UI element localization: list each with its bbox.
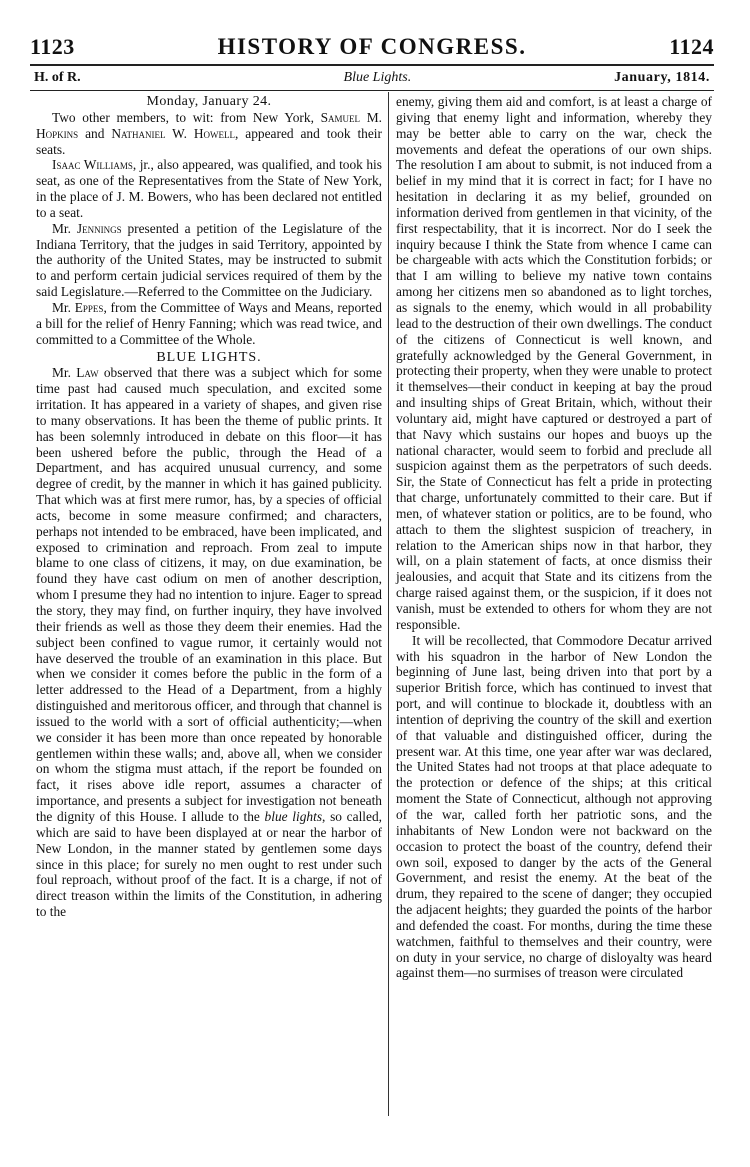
paragraph-new-members: [36, 110, 382, 158]
date-label: January, 1814.: [614, 70, 710, 85]
page-number-right: 1124: [669, 34, 714, 59]
text: Mr.: [52, 299, 75, 315]
sub-header-rule: [30, 90, 714, 91]
text: , jr., also appeared, was qualified, and took his seat, as one of the Representatives from the State of New York, in the place of J. M. Bowers, who has been declared not entitled to a seat.: [36, 157, 382, 220]
page-header: [30, 26, 714, 60]
text: and: [78, 125, 112, 141]
member-name: Isaac Williams: [52, 157, 133, 173]
text: presented a petition of the Legislature of the Indiana Territory, that the judges in said Territory, appointed by the authority of the United States, may be instructed to submit to and perform certain judicial services required of them by the said Legislature.—Referred to the Committee on the Judiciary.: [36, 220, 383, 300]
topic-label: Blue Lights.: [343, 70, 412, 85]
paragraph-law-speech: [36, 365, 382, 920]
member-name: Eppes: [74, 299, 104, 315]
column-divider: [388, 92, 389, 1116]
text: Mr.: [52, 220, 77, 236]
member-name: Jennings: [76, 220, 122, 236]
paragraph-jennings: [36, 221, 382, 300]
date-heading: Monday, January 24.: [146, 94, 272, 109]
text: , appeared and took their seats.: [36, 125, 382, 157]
text: , so called, which are said to have been displayed at or near the harbor of New London, in the manner stated by gentlemen some days since in this place; for surely no men ought to rest under such foul reproach, without proof of the fact. It is a charge, if not of direct treason within the limits of the Constitution, in adhering to the: [36, 808, 382, 920]
text: Mr.: [52, 365, 77, 381]
paragraph-williams: [36, 157, 382, 220]
sub-header: [34, 68, 710, 88]
section-heading: BLUE LIGHTS.: [156, 349, 262, 365]
member-name: Samuel M. Hopkins: [36, 109, 382, 141]
italic-phrase: blue lights: [264, 808, 323, 824]
running-title: HISTORY OF CONGRESS.: [217, 34, 527, 59]
text: , from the Committee of Ways and Means, reported a bill for the relief of Henry Fanning; which was read twice, and committed to a Committee of the Whole.: [36, 299, 382, 347]
paragraph-continued: enemy, giving them aid and comfort, is at least a charge of giving that enemy light and information, whereby they may be better able to carry on the war, check the movements and defeat the operations of our own ships. The resolution I am about to submit, is not induced from a belief in my mind that it is correct in fact; for I have no hesitation in declaring it as my belief, grounded on information derived from gentlemen in that vicinity, of the first respectability, that it is incorrect. Nor do I seek the inquiry because I think the State from whence I came can be chargeable with acts which the Constitution forbids; or that I am willing to believe my native town contains among her citizens men so abandoned as to light torches, as signals to the enemy, which would in all probability lead to the destruction of their own dwellings. The conduct of the citizens of Connecticut is well known, and gratefully acknowledged by the General Government, in protecting their property, when they were unable to protect it themselves—their conduct in keeping at bay the proud and insulting ships of Great Britain, which, without their voluntary aid, might have captured or destroyed a part of that Navy which sustains our hopes and buoys up the national character, would seem to forbid and preclude all suspicion against them as the perpetrators of such deeds. Sir, the State of Connecticut has felt a pride in protecting that charge, unfortunately committed to their care. But if men, of whatever station or politics, are to be found, who attach to them the slightest suspicion of treachery, in relation to the American ships now in that harbor, they will, on a plain statement of facts, at once dismiss their jealousies, and acquit that State and its citizens from the charge raised against them, or the suspicion, if it does not vanish, must be extended to others for whom they are not responsible.: [396, 94, 712, 632]
paragraph-decatur: It will be recollected, that Commodore Decatur arrived with his squadron in the harbor of New London the beginning of June last, being driven into that port by a superior British force, which has continued to invest that port, and will continue to blockade it, doubtless with an intention of depriving the country of the skill and exertion of that valuable and distinguished officer, during the present war. At this time, one year after war was declared, the United States had not troops at that place adequate to the protection or defence of the ships; at this critical moment the State of Connecticut, although not approving of the war, called forth her patriotic sons, and the inhabitants of New London were not backward on the occasion to protect the boast of the country, defend their own soil, exposed to danger by the acts of the General Government, and resist the enemy. At the beat of the drum, they repaired to the scene of danger; they occupied the adjacent heights; they guarded the points of the harbor and defended the coast. For months, during the time these watchmen, faithful to themselves and their country, were on duty in your service, no charge of disloyalty was heard against them—no surmises of treason were circulated: [396, 632, 712, 981]
member-name: Law: [76, 365, 99, 381]
chamber-label: H. of R.: [34, 70, 81, 85]
member-name: Nathaniel W. Howell: [111, 125, 235, 141]
header-rule: [30, 64, 714, 66]
page-number-left: 1123: [30, 34, 75, 59]
right-column: [396, 94, 712, 981]
paragraph-eppes: [36, 300, 382, 348]
text: Two other members, to wit: from New York,: [52, 109, 321, 125]
text: observed that there was a subject which for some time past had caused much speculation, and excited some irritation. It has appeared in a variety of shapes, and given rise to many observations. It has been the theme of public prints. It has been solemnly introduced in debate on this floor—it has been ushered before the public, through the Head of a Department, and has acquired unusual currency, and some degree of credit, by the manner in which it has gained publicity. That which was at first mere rumor, has, by a species of official acts, become in some measure confirmed; and characters, perhaps not intended to be embraced, have been implicated, and exposed to crimination and reproach. From zeal to impute blame to one class of citizens, it may, on due examination, be found they have cast odium on men of another description, whom I presume they had no intention to injure. Eager to spread the story, they may find, on further inquiry, they have involved their friends as well as those they deem their enemies. Had the subject been confined to vague rumor, it certainly would not have deserved the trouble of an examination in this place. But when we consider it comes before the public in the form of a letter addressed to the Head of a Department, from a highly distinguished and meritorous officer, and through that channel is issued to the world with a sort of official authenticity;—when we consider it has been more than once repeated by honorable gentlemen within these walls; and, above all, when we consider on whom the stigma must attach, if the report be founded on fact, it rises above idle report, assumes a character of importance, and presents a subject for investigation not beneath the dignity of this House. I allude to the: [36, 365, 382, 824]
left-column: [36, 94, 382, 920]
